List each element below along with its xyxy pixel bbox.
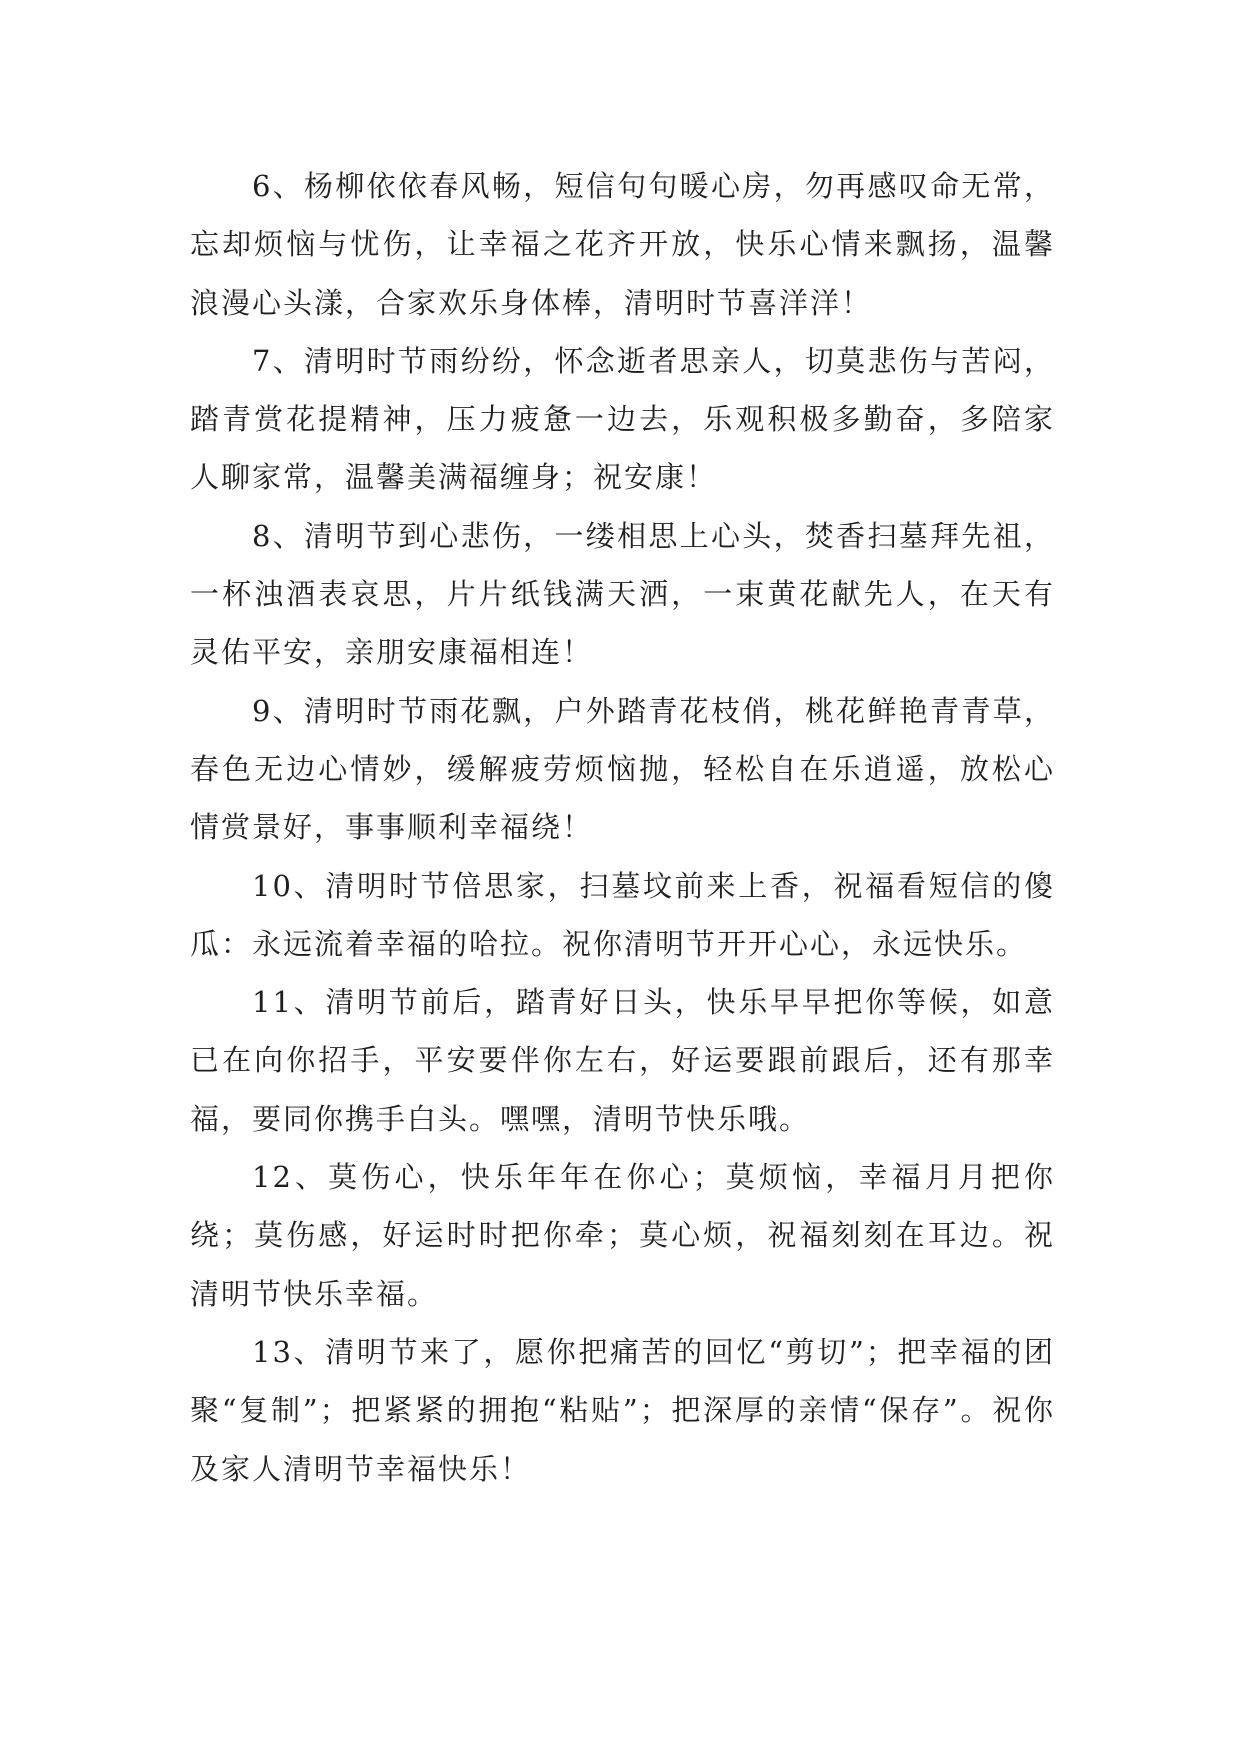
paragraph-13: 13、清明节来了，愿你把痛苦的回忆“剪切”；把幸福的团聚“复制”；把紧紧的拥抱“粘贴”；把深厚的亲情“保存”。祝你及家人清明节幸福快乐！ <box>190 1334 1055 1486</box>
paragraph-10: 10、清明时节倍思家，扫墓坟前来上香，祝福看短信的傻瓜：永远流着幸福的哈拉。祝你清明节开开心心，永远快乐。 <box>190 868 1055 961</box>
document-body <box>190 157 1055 1498</box>
paragraph-8: 8、清明节到心悲伤，一缕相思上心头，焚香扫墓拜先祖，一杯浊酒表哀思，片片纸钱满天洒，一束黄花献先人，在天有灵佑平安，亲朋安康福相连！ <box>190 518 1055 670</box>
paragraph-11: 11、清明节前后，踏青好日头，快乐早早把你等候，如意已在向你招手，平安要伴你左右，好运要跟前跟后，还有那幸福，要同你携手白头。嘿嘿，清明节快乐哦。 <box>190 985 1055 1136</box>
paragraph-7: 7、清明时节雨纷纷，怀念逝者思亲人，切莫悲伤与苦闷，踏青赏花提精神，压力疲惫一边去，乐观积极多勤奋，多陪家人聊家常，温馨美满福缠身；祝安康！ <box>190 343 1055 495</box>
paragraph-12: 12、莫伤心，快乐年年在你心；莫烦恼，幸福月月把你绕；莫伤感，好运时时把你牵；莫心烦，祝福刻刻在耳边。祝清明节快乐幸福。 <box>190 1160 1055 1311</box>
paragraph-6: 6、杨柳依依春风畅，短信句句暖心房，勿再感叹命无常，忘却烦恼与忧伤，让幸福之花齐开放，快乐心情来飘扬，温馨浪漫心头漾，合家欢乐身体棒，清明时节喜洋洋！ <box>190 169 1055 320</box>
paragraph-9: 9、清明时节雨花飘，户外踏青花枝俏，桃花鲜艳青青草，春色无边心情妙，缓解疲劳烦恼抛，轻松自在乐逍遥，放松心情赏景好，事事顺利幸福绕！ <box>190 693 1055 845</box>
